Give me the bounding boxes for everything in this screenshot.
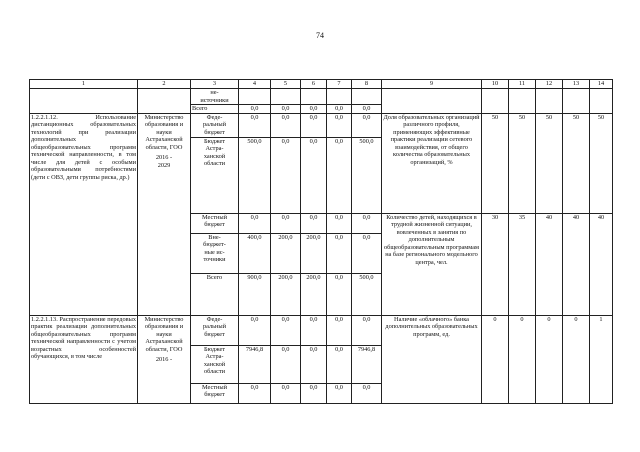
value-cell: 0,0 [271, 213, 301, 233]
indicator-value: 50 [563, 113, 590, 213]
column-number: 1 [30, 80, 138, 89]
source-label: Феде- ральный бюджет [191, 113, 239, 137]
indicator-value: 0 [482, 315, 509, 403]
value-cell: 0,0 [239, 315, 271, 345]
value-cell: 200,0 [271, 233, 301, 273]
source-label: не- источники [191, 89, 239, 105]
value-cell: 0,0 [327, 345, 352, 383]
value-cell: 0,0 [327, 273, 352, 315]
value-cell: 0,0 [271, 383, 301, 403]
value-cell: 0,0 [271, 105, 301, 114]
value-cell: 0,0 [301, 383, 327, 403]
activity-name: 1.2.2.1.12. Использование дистанционных образовательных технологий при реализации дополнительных общеобразовательных программ технической направленности, в том числе для детей с особыми образовательными потребностями (дети с ОВЗ, дети группы риска, др.) [30, 113, 138, 315]
value-cell: 200,0 [301, 233, 327, 273]
indicator-value: 50 [509, 113, 536, 213]
source-label: Вне- бюджет- ные ис- точники [191, 233, 239, 273]
value-cell: 0,0 [327, 315, 352, 345]
column-number: 3 [191, 80, 239, 89]
value-cell: 200,0 [271, 273, 301, 315]
value-cell: 0,0 [352, 383, 382, 403]
value-cell: 0,0 [327, 113, 352, 137]
value-cell: 400,0 [239, 233, 271, 273]
column-number: 6 [301, 80, 327, 89]
source-label: Местный бюджет [191, 213, 239, 233]
activity-executor [138, 113, 191, 315]
column-number: 14 [590, 80, 613, 89]
column-number: 2 [138, 80, 191, 89]
value-cell: 0,0 [301, 315, 327, 345]
value-cell: 0,0 [352, 233, 382, 273]
source-label: Бюджет Астра- ханской области [191, 137, 239, 213]
indicator-text: Доля образовательных организаций различного профиля, применяющих эффективные практики реализации сетевого взаимодействия, от общего количества образовательных организаций, % [382, 113, 482, 213]
value-cell: 0,0 [327, 137, 352, 213]
value-cell: 0,0 [352, 315, 382, 345]
value-cell: 0,0 [271, 315, 301, 345]
value-cell: 500,0 [239, 137, 271, 213]
value-cell: 0,0 [271, 137, 301, 213]
indicator-value: 40 [590, 213, 613, 315]
activity-executor [138, 315, 191, 403]
value-cell: 0,0 [271, 113, 301, 137]
column-number: 12 [536, 80, 563, 89]
value-cell: 0,0 [327, 383, 352, 403]
indicator-value: 35 [509, 213, 536, 315]
source-label: Местный бюджет [191, 383, 239, 403]
indicator-value: 30 [482, 213, 509, 315]
column-number: 8 [352, 80, 382, 89]
indicator-value: 50 [536, 113, 563, 213]
value-cell: 500,0 [352, 137, 382, 213]
value-cell: 0,0 [239, 113, 271, 137]
indicator-value: 50 [590, 113, 613, 213]
value-cell: 0,0 [301, 345, 327, 383]
indicator-value: 0 [509, 315, 536, 403]
column-number: 5 [271, 80, 301, 89]
column-number: 13 [563, 80, 590, 89]
indicator-text: Количество детей, находящихся в трудной жизненной ситуации, вовлеченных в занятия по дополнительным общеобразовательным программам на базе регионального модельного центра, чел. [382, 213, 482, 315]
value-cell: 0,0 [352, 113, 382, 137]
page-number: 74 [316, 31, 324, 40]
table-row [30, 315, 613, 345]
indicator-value: 0 [563, 315, 590, 403]
column-numbers-row [30, 80, 613, 89]
column-number: 7 [327, 80, 352, 89]
column-number: 4 [239, 80, 271, 89]
value-cell: 0,0 [301, 137, 327, 213]
source-label: Бюджет Астра- ханской области [191, 345, 239, 383]
value-cell: 7946,8 [352, 345, 382, 383]
value-cell: 0,0 [301, 113, 327, 137]
source-label: Всего [191, 105, 239, 114]
indicator-value: 50 [482, 113, 509, 213]
value-cell: 0,0 [271, 345, 301, 383]
executor-text: Министерство образования и науки Астраханской области, ГОО [144, 315, 184, 353]
indicator-value: 1 [590, 315, 613, 403]
value-cell: 7946,8 [239, 345, 271, 383]
table-row [30, 89, 613, 105]
value-cell: 0,0 [352, 213, 382, 233]
column-number: 11 [509, 80, 536, 89]
value-cell: 0,0 [352, 105, 382, 114]
value-cell: 0,0 [239, 105, 271, 114]
source-label: Всего [191, 273, 239, 315]
empty-cell [382, 89, 482, 114]
value-cell: 500,0 [352, 273, 382, 315]
value-cell: 0,0 [327, 213, 352, 233]
program-activities-table [29, 79, 613, 404]
column-number: 9 [382, 80, 482, 89]
value-cell: 0,0 [239, 383, 271, 403]
activity-years: 2016 - 2029 [155, 154, 173, 169]
value-cell: 0,0 [239, 213, 271, 233]
source-label: Феде- ральный бюджет [191, 315, 239, 345]
indicator-text: Наличие «облачного» банка дополнительных образовательных программ, ед. [382, 315, 482, 403]
activity-name: 1.2.2.1.13. Распространение передовых практик реализации дополнительных общеобразовательных программ технической направленности с учетом возрастных особенностей обучающихся, в том числе [30, 315, 138, 403]
empty-cell [30, 89, 138, 114]
indicator-value: 40 [536, 213, 563, 315]
activity-years: 2016 - [155, 356, 173, 363]
value-cell: 0,0 [327, 105, 352, 114]
executor-text: Министерство образования и науки Астраханской области, ГОО [144, 113, 184, 151]
value-cell: 200,0 [301, 273, 327, 315]
value-cell: 0,0 [327, 233, 352, 273]
indicator-value: 40 [563, 213, 590, 315]
value-cell: 0,0 [301, 213, 327, 233]
empty-cell [138, 89, 191, 114]
value-cell: 0,0 [301, 105, 327, 114]
table-row [30, 113, 613, 137]
value-cell: 900,0 [239, 273, 271, 315]
indicator-value: 0 [536, 315, 563, 403]
column-number: 10 [482, 80, 509, 89]
